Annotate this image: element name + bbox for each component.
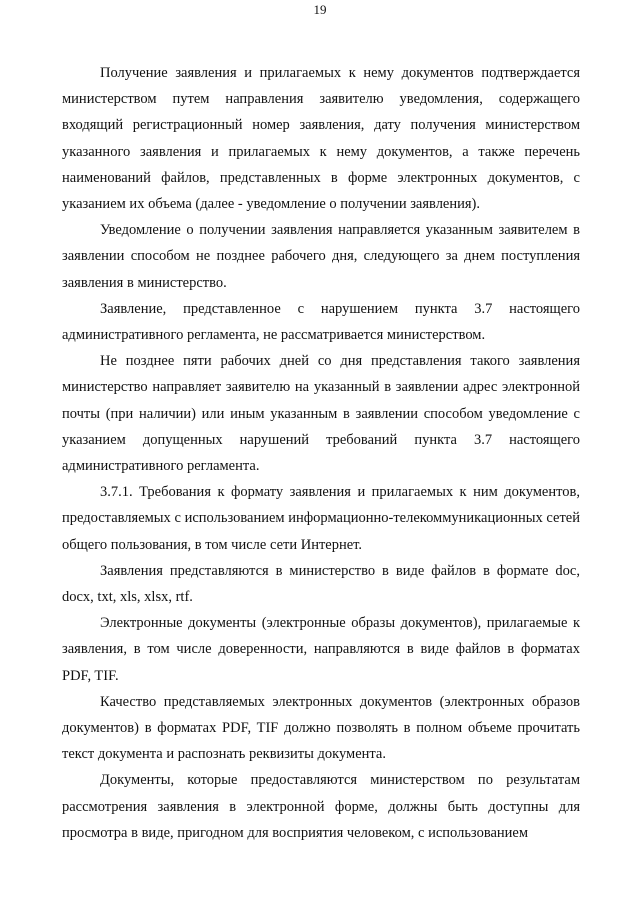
document-body [62,60,580,846]
paragraph-violation-notice: Не позднее пяти рабочих дней со дня представления такого заявления министерство направляет заявителю на указанный в заявлении адрес электронной почты (при наличии) или иным указанным в заявлении способом уведомление с указанием допущенных нарушений требований пункта 3.7 настоящего административного регламента. [62,353,580,475]
paragraph-receipt-confirmation: Получение заявления и прилагаемых к нему документов подтверждается министерством путем направления заявителю уведомления, содержащего входящий регистрационный номер заявления, дату получения министерством указанного заявления и прилагаемых к нему документов, а также перечень наименований файлов, представленных в форме электронных документов, с указанием их объема (далее - уведомление о получении заявления). [62,65,580,213]
paragraph-document-quality: Качество представляемых электронных документов (электронных образов документов) в форматах PDF, TIF должно позволять в полном объеме прочитать текст документа и распознать реквизиты документа. [62,693,580,763]
paragraph-result-documents: Документы, которые предоставляются министерством по результатам рассмотрения заявления в электронной форме, должны быть доступны для просмотра в виде, пригодном для восприятия человеком, с использованием [62,772,580,841]
paragraph-notification-sending: Уведомление о получении заявления направляется указанным заявителем в заявлении способом не позднее рабочего дня, следующего за днем поступления заявления в министерство. [62,222,580,291]
paragraph-electronic-documents: Электронные документы (электронные образы документов), прилагаемые к заявления, в том числе доверенности, направляются в виде файлов в форматах PDF, TIF. [62,615,580,684]
paragraph-application-formats: Заявления представляются в министерство в виде файлов в формате doc, docx, txt, xls, xlsx, rtf. [62,562,580,606]
page-number: 19 [313,2,327,17]
paragraph-format-requirements: 3.7.1. Требования к формату заявления и прилагаемых к ним документов, предоставляемых с использованием информационно-телекоммуникационных сетей общего пользования, в том числе сети Интернет. [62,484,580,553]
paragraph-violation-not-considered: Заявление, представленное с нарушением пункта 3.7 настоящего административного регламента, не рассматривается министерством. [62,300,580,344]
